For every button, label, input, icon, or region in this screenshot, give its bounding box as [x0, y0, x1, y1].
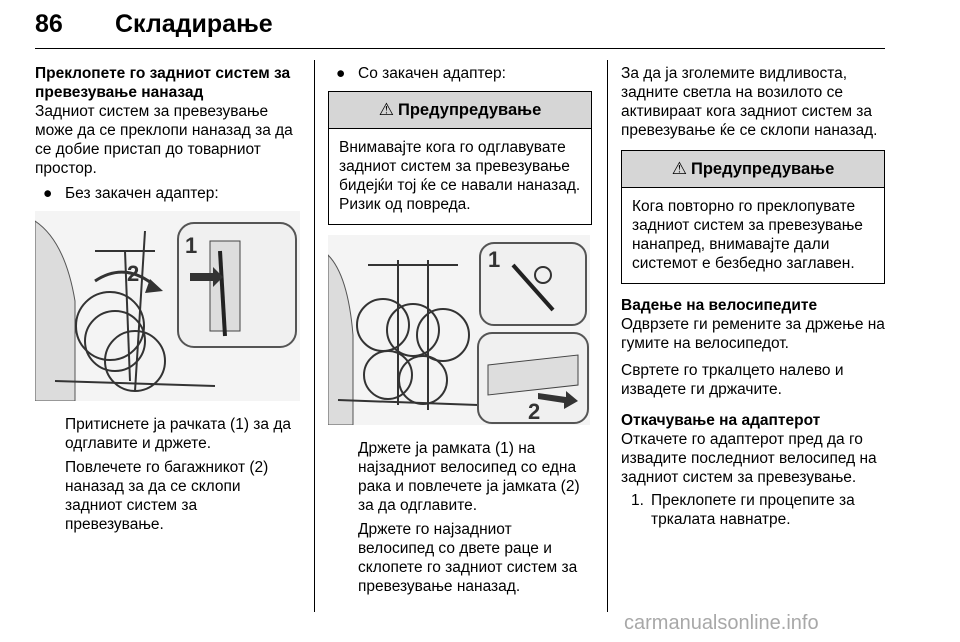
- figure-bike-carrier-no-adapter: [35, 211, 300, 401]
- bullet-icon: ●: [43, 185, 53, 202]
- warning-text: Внимавајте кога го одглавувате задниот систем за превезување бидејќи тој ќе се навали наназад. Ризик од повреда.: [339, 139, 581, 213]
- paragraph: Задниот систем за превезување може да се преклопи наназад за да се добие пристап до товарниот простор.: [35, 103, 293, 177]
- figure-label-1: 1: [488, 247, 501, 272]
- heading-fold-back: Преклопете го задниот систем за превезување наназад: [35, 65, 291, 101]
- figure-label-2: 2: [127, 261, 140, 286]
- column-1: [35, 64, 300, 534]
- paragraph: Одврзете ги ремените за држење на гумите на велосипедот.: [621, 316, 885, 352]
- figure-bike-carrier-with-adapter: [328, 235, 590, 425]
- column-3: [621, 64, 885, 529]
- bike-carrier-illustration: [328, 235, 590, 425]
- paragraph: Свртете го тркалцето налево и извадете ги држачите.: [621, 362, 844, 398]
- section-title: Складирање: [115, 10, 273, 38]
- page-header: [35, 6, 885, 46]
- paragraph: Откачете го адаптерот пред да го извадите последниот велосипед на задниот систем за превезување.: [621, 431, 877, 486]
- page-number: 86: [35, 10, 63, 38]
- warning-title: ⚠ Предупредување: [622, 151, 884, 188]
- heading-removing-bikes: Вадење на велосипедите: [621, 297, 818, 314]
- watermark: carmanualsonline.info: [624, 612, 819, 634]
- heading-detaching-adapter: Откачување на адаптерот: [621, 412, 821, 429]
- bullet-item: ● Без закачен адаптер:: [43, 185, 219, 202]
- list-item: 1. Преклопете ги процепите за тркалата навнатре.: [631, 492, 855, 528]
- warning-icon: ⚠: [378, 100, 394, 119]
- steps-list: [621, 491, 885, 529]
- paragraph: Држете го најзадниот велосипед со двете раце и склопете го задниот систем за превезување наназад.: [358, 521, 578, 595]
- paragraph: Држете ја рамката (1) на најзадниот велосипед со една рака и повлечете ја јамката (2) за да одглавите.: [358, 440, 580, 514]
- bullet-item: ● Со закачен адаптер:: [336, 65, 506, 82]
- warning-box: [621, 150, 885, 284]
- column-divider: [607, 60, 608, 612]
- paragraph: За да ја зголемите видливоста, задните светла на возилото се активираат кога задниот систем за превезување ќе се склопи наназад.: [621, 65, 878, 139]
- figure-label-1: 1: [185, 233, 198, 258]
- paragraph: Повлечете го багажникот (2) наназад за да се склопи задниот систем за превезување.: [65, 459, 269, 533]
- warning-title: ⚠ Предупредување: [329, 92, 591, 129]
- figure-label-2: 2: [528, 399, 541, 424]
- bike-carrier-illustration: [35, 211, 300, 401]
- warning-icon: ⚠: [671, 159, 687, 178]
- list-number: 1.: [631, 492, 644, 509]
- warning-text: Кога повторно го преклопувате задниот систем за превезување нанапред, внимавајте дали системот е безбедно заглавен.: [632, 198, 863, 272]
- bullet-icon: ●: [336, 65, 346, 82]
- header-rule: [35, 48, 885, 49]
- warning-box: [328, 91, 592, 225]
- column-divider: [314, 60, 315, 612]
- column-2: [328, 64, 592, 596]
- paragraph: Притиснете ја рачката (1) за да одглавите и држете.: [65, 416, 291, 452]
